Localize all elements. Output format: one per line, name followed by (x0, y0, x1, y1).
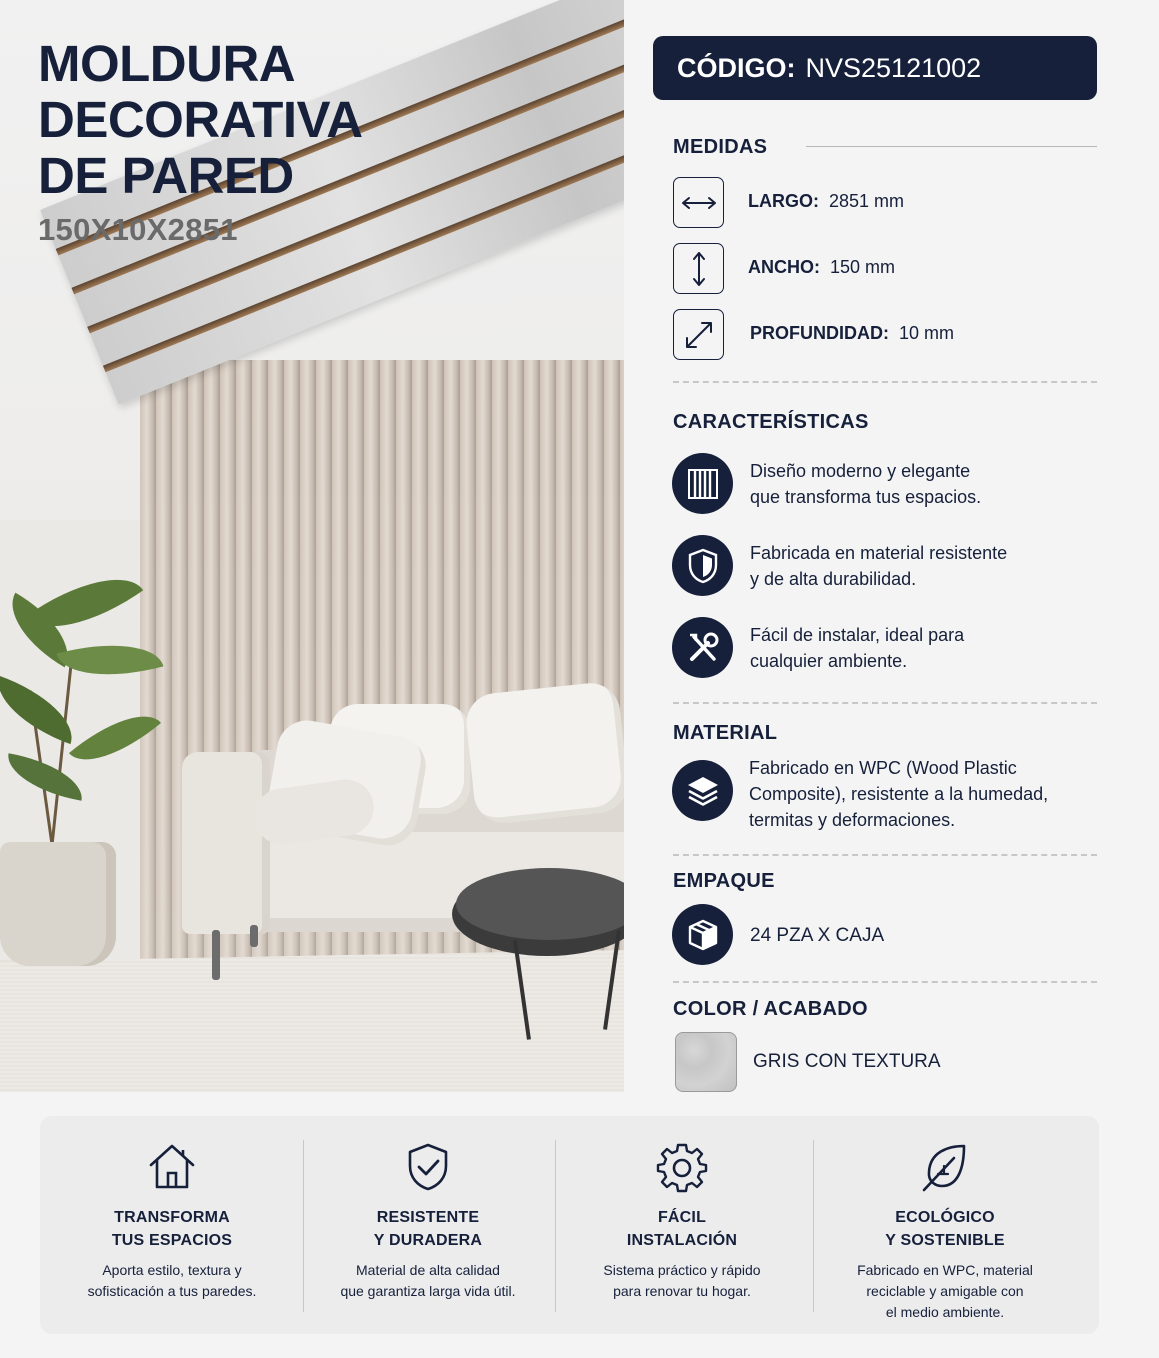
product-dimensions: 150X10X2851 (38, 212, 238, 247)
slats-icon (672, 453, 733, 514)
sofa-pillow (464, 680, 624, 825)
benefit-divider (303, 1140, 304, 1312)
product-title (38, 36, 618, 248)
leaf-icon (918, 1140, 972, 1194)
title-line-1: MOLDURA DECORATIVA (38, 35, 363, 148)
box-icon (672, 904, 733, 965)
code-label: CÓDIGO: (677, 52, 796, 83)
sofa-leg (212, 930, 220, 980)
benefit-instalacion: FÁCIL INSTALACIÓN Sistema práctico y rápido para renovar tu hogar. (560, 1116, 804, 1334)
code-value: NVS25121002 (805, 52, 982, 83)
tools-icon (672, 617, 733, 678)
vertical-arrow-icon (673, 243, 724, 294)
empaque-text: 24 PZA X CAJA (750, 925, 885, 946)
largo-value: 2851 mm (829, 191, 905, 211)
hero-image (0, 0, 624, 1092)
section-rule (806, 146, 1097, 147)
product-code-badge (653, 36, 1097, 100)
material-description: Fabricado en WPC (Wood Plastic Composite), resistente a la humedad, termitas y deformaciones. (749, 758, 1049, 830)
horizontal-arrow-icon (673, 177, 724, 228)
diagonal-arrow-icon (673, 309, 724, 360)
sofa-leg (250, 925, 258, 947)
shield-check-icon (401, 1140, 455, 1194)
title-line-2: DE PARED (38, 147, 294, 204)
largo-label: LARGO: (748, 191, 819, 211)
color-text: GRIS CON TEXTURA (753, 1051, 941, 1072)
plant-pot (0, 842, 116, 966)
benefit-ecologico: ECOLÓGICO Y SOSTENIBLE Fabricado en WPC, material reciclable y amigable con el medio ambiente. (820, 1116, 1070, 1334)
feature-design: Diseño moderno y elegante que transforma tus espacios. (750, 461, 982, 507)
color-title: COLOR / ACABADO (673, 998, 868, 1020)
room-rug (0, 950, 624, 1092)
sofa-arm (182, 752, 270, 934)
gear-icon (655, 1140, 709, 1194)
profundidad-label: PROFUNDIDAD: (750, 323, 889, 343)
benefit-transforma: TRANSFORMA TUS ESPACIOS Aporta estilo, textura y sofisticación a tus paredes. (52, 1116, 292, 1334)
medidas-title: MEDIDAS (673, 136, 768, 158)
layers-icon (672, 760, 733, 821)
section-divider (673, 702, 1097, 704)
benefits-panel (40, 1116, 1099, 1334)
ancho-value: 150 mm (830, 257, 896, 277)
largo-row (748, 191, 904, 212)
house-icon (145, 1140, 199, 1194)
ancho-row (748, 257, 895, 278)
section-divider (673, 381, 1097, 383)
profundidad-row (750, 323, 954, 344)
color-swatch (675, 1032, 737, 1092)
empaque-title: EMPAQUE (673, 870, 775, 892)
benefit-divider (555, 1140, 556, 1312)
section-divider (673, 981, 1097, 983)
benefit-divider (813, 1140, 814, 1312)
benefit-resistente: RESISTENTE Y DURADERA Material de alta calidad que garantiza larga vida útil. (308, 1116, 548, 1334)
material-title: MATERIAL (673, 722, 778, 744)
caracteristicas-title: CARACTERÍSTICAS (673, 411, 869, 433)
profundidad-value: 10 mm (899, 323, 955, 343)
shield-icon (672, 535, 733, 596)
feature-installation: Fácil de instalar, ideal para cualquier ambiente. (750, 625, 965, 671)
ancho-label: ANCHO: (748, 257, 820, 277)
feature-durability: Fabricada en material resistente y de alta durabilidad. (750, 543, 1008, 589)
section-divider (673, 854, 1097, 856)
